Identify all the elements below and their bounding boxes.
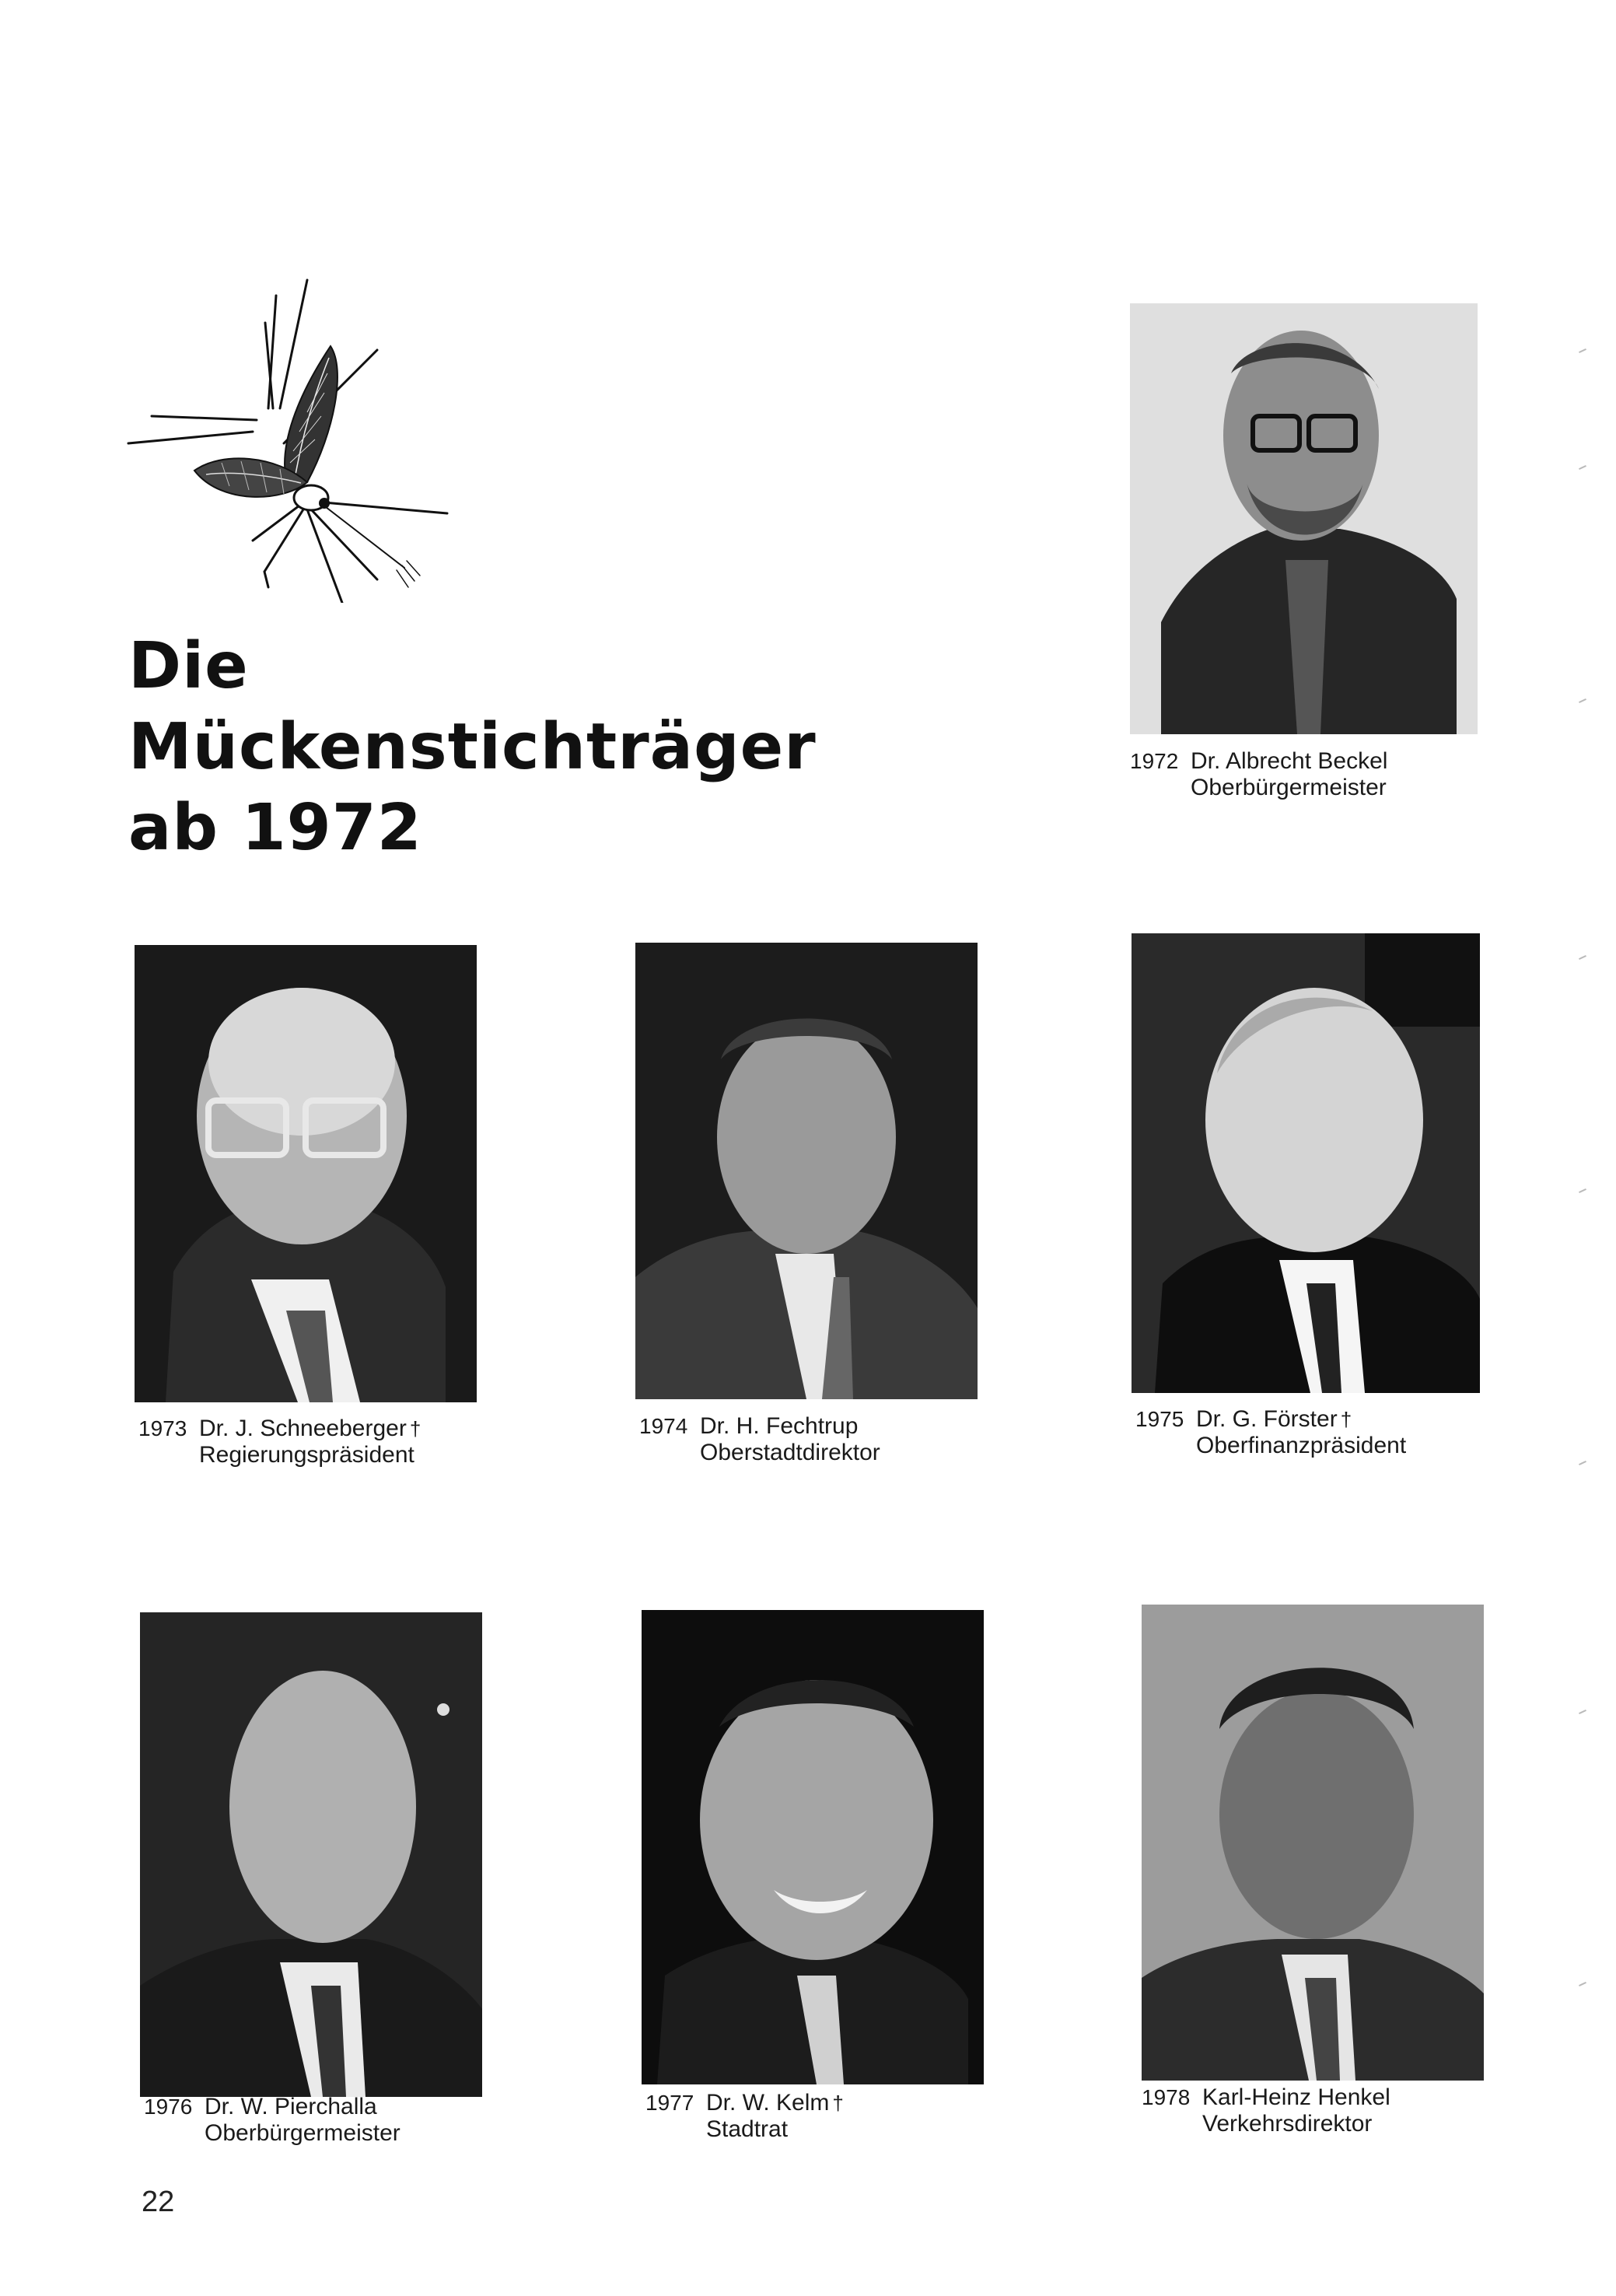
title-line-2: Mückenstichträger <box>128 710 817 784</box>
portrait-caption <box>1130 748 1390 801</box>
scan-mark <box>1579 698 1586 703</box>
scan-mark <box>1579 1982 1586 1986</box>
caption-year: 1974 <box>639 1414 688 1438</box>
caption-role: Oberfinanzpräsident <box>1196 1433 1407 1458</box>
portrait-caption <box>138 1416 421 1468</box>
dagger-icon: † <box>409 1417 421 1440</box>
caption-year: 1977 <box>645 2091 694 2115</box>
portrait-photo <box>140 1612 482 2097</box>
portrait-caption <box>1142 2084 1394 2137</box>
page-title <box>128 626 817 869</box>
portrait-photo <box>1142 1605 1484 2081</box>
portrait-photo <box>135 945 477 1402</box>
portrait-photo <box>642 1610 984 2084</box>
scan-mark <box>1579 348 1586 353</box>
caption-name: Dr. W. Kelm <box>706 2090 830 2116</box>
caption-name: Dr. H. Fechtrup <box>700 1413 859 1439</box>
caption-role: Oberstadtdirektor <box>700 1440 880 1465</box>
caption-year: 1978 <box>1142 2085 1191 2109</box>
scan-mark <box>1579 955 1586 960</box>
caption-year: 1972 <box>1130 749 1179 773</box>
scan-mark <box>1579 1710 1586 1714</box>
mosquito-icon <box>121 276 463 603</box>
caption-year: 1973 <box>138 1416 187 1440</box>
portrait-photo <box>1130 303 1478 734</box>
caption-name: Dr. J. Schneeberger <box>199 1416 407 1441</box>
portrait-caption <box>639 1413 880 1466</box>
scan-mark <box>1579 1461 1586 1465</box>
dagger-icon: † <box>832 2091 844 2115</box>
scan-mark <box>1579 465 1586 470</box>
dagger-icon: † <box>1340 1408 1352 1431</box>
portrait-photo <box>1132 933 1480 1393</box>
caption-name: Dr. Albrecht Beckel <box>1191 748 1388 774</box>
scan-mark <box>1579 1188 1586 1193</box>
portrait-caption <box>645 2090 844 2143</box>
caption-role: Oberbürgermeister <box>205 2120 401 2146</box>
caption-role: Verkehrsdirektor <box>1202 2111 1373 2137</box>
caption-name: Dr. G. Förster <box>1196 1406 1338 1432</box>
portrait-caption <box>144 2094 401 2147</box>
title-line-1: Die <box>128 629 249 703</box>
caption-role: Stadtrat <box>706 2116 789 2142</box>
caption-year: 1975 <box>1135 1407 1184 1431</box>
caption-name: Karl-Heinz Henkel <box>1202 2084 1390 2110</box>
portrait-photo <box>635 943 978 1399</box>
caption-role: Regierungspräsident <box>199 1442 414 1468</box>
caption-name: Dr. W. Pierchalla <box>205 2094 377 2119</box>
page-number: 22 <box>142 2186 175 2218</box>
caption-role: Oberbürgermeister <box>1191 775 1387 800</box>
title-line-3: ab 1972 <box>128 791 422 865</box>
portrait-caption <box>1135 1406 1406 1459</box>
caption-year: 1976 <box>144 2095 193 2119</box>
